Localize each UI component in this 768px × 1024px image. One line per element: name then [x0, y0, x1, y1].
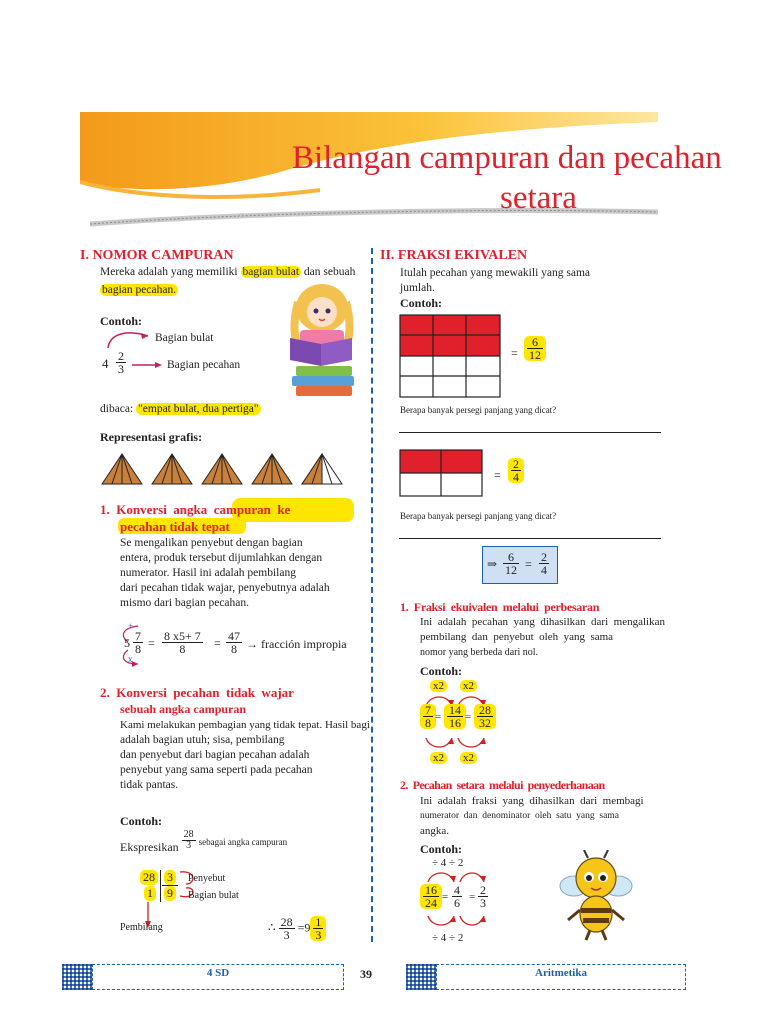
grid1-equals: = [511, 346, 518, 360]
footer-right-pattern [406, 964, 436, 990]
box-frac-2 [539, 551, 549, 576]
g1-num: 6 [527, 336, 543, 349]
eq1-equals-2: = [214, 636, 221, 650]
intro-highlight-1: bagian bulat [242, 266, 300, 278]
simplify-frac-2 [452, 884, 462, 909]
eq1-res-den: 8 [231, 642, 237, 656]
dibaca-label: dibaca: [100, 403, 134, 415]
sub1-line: mismo dari bagian pecahan. [120, 597, 250, 609]
eq1-num: 7 [135, 629, 141, 643]
answer-line-1 [399, 432, 661, 433]
res-whole: 9 [304, 920, 311, 935]
res-num: 28 [280, 915, 293, 929]
eq1-x: x [128, 654, 133, 664]
section2-intro [400, 266, 650, 296]
rsub1-title: 1. Fraksi ekuivalen melalui perbesaran [400, 600, 600, 614]
s2d: 6 [454, 896, 460, 910]
sub2-line: Kami melakukan pembagian yang tidak tepat. Hasil bagi [120, 719, 370, 731]
eq1-plus: + [128, 621, 134, 631]
dibaca-value: "empat bulat, dua pertiga" [138, 403, 259, 415]
answer-line-2 [399, 538, 661, 539]
contoh-label-5: Contoh: [420, 842, 463, 856]
f2d: 16 [449, 716, 461, 730]
intro-line: Itulah pecahan yang mewakili yang sama [400, 267, 590, 279]
rsub1-line: nomor yang berbeda dari nol. [420, 647, 539, 658]
eq1-res-num: 47 [228, 629, 240, 643]
bee-illustration [556, 850, 636, 942]
eq1-mid-frac [162, 630, 203, 655]
box-arrow: ⇒ [487, 557, 498, 571]
res-mixed-frac [310, 916, 326, 941]
girl-reading-illustration [280, 282, 362, 400]
eq1-mid-num: 8 x5+ 7 [164, 629, 201, 643]
footer-right-label: Aritmetika [535, 967, 587, 979]
pyramid-1 [102, 454, 142, 484]
equivalence-box [482, 546, 558, 584]
res-fnum: 1 [315, 915, 322, 929]
pyramid-graphic [100, 452, 360, 486]
rsub1-text [420, 615, 700, 660]
box-n1: 6 [503, 551, 519, 564]
contoh-label-2: Contoh: [120, 814, 163, 828]
result-frac [279, 916, 295, 941]
x2-badge-top-2: x2 [460, 680, 477, 692]
sub1-title-a: 1. Konversi angka campuran ke [100, 502, 291, 517]
simplify-divisors-top: ÷ 4 ÷ 2 [432, 857, 464, 869]
s3n: 2 [480, 883, 486, 897]
eks-num: 28 [183, 829, 194, 840]
intro-text-a: Mereka adalah yang memiliki [100, 266, 238, 278]
footer-page-number: 39 [360, 967, 372, 981]
eq1-equals-1: = [148, 636, 155, 650]
box-equals: = [525, 557, 532, 571]
grid2-equals: = [494, 468, 501, 482]
grid-1 [399, 314, 501, 398]
eks-den: 3 [186, 840, 192, 851]
sub1-line: Se mengalikan penyebut dengan bagian [120, 537, 303, 549]
grid1-frac [524, 336, 546, 361]
rsub2-line: Ini adalah fraksi yang dihasilkan dari membagi [420, 795, 644, 807]
sub1-text [120, 536, 370, 611]
s2n: 4 [454, 883, 460, 897]
eq1-res-frac [226, 630, 242, 655]
sub2-title-a: 2. Konversi pecahan tidak wajar [100, 685, 294, 700]
footer-left-label: 4 SD [206, 967, 230, 979]
sub2-line: dan penyebut dari bagian pecahan adalah [120, 749, 310, 761]
eq1-den: 8 [135, 642, 141, 656]
label-penyebut: Penyebut [188, 873, 226, 884]
res-fden: 3 [315, 928, 322, 942]
division-remainder: 1 [144, 886, 156, 901]
grid-2 [399, 449, 483, 497]
sub2-text [120, 718, 390, 793]
ekspresikan-line [120, 829, 288, 855]
section1-title: I. NOMOR CAMPURAN [80, 248, 234, 263]
s1n: 16 [425, 883, 437, 897]
enlarge-frac-1 [420, 704, 436, 729]
question-1: Berapa banyak persegi panjang yang dicat? [400, 405, 557, 415]
page-title-line2: setara [500, 180, 577, 216]
grid2-frac [508, 458, 524, 483]
sub1-line: dari pecahan tidak wajar, penyebutnya adalah [120, 582, 330, 594]
f3d: 32 [479, 716, 491, 730]
division-dividend: 28 [140, 870, 158, 885]
enlarge-frac-2 [444, 704, 466, 729]
rsub1-line: Ini adalah pecahan yang dihasilkan dari mengalikan [420, 616, 665, 628]
mixed-frac-num: 2 [118, 349, 124, 363]
enlarge-eq-1: = [435, 711, 442, 723]
representasi-title: Representasi grafis: [100, 430, 203, 444]
enlarge-eq-2: = [465, 711, 472, 723]
f1d: 8 [425, 716, 431, 730]
label-bagian-bulat: Bagian bulat [155, 332, 214, 344]
eq1-frac [133, 630, 143, 655]
intro-line: jumlah. [400, 282, 435, 294]
eq1-mid-den: 8 [179, 642, 186, 656]
g2-den: 4 [513, 470, 519, 484]
rsub2-line: angka. [420, 825, 450, 837]
x2-badge-top-1: x2 [430, 680, 447, 692]
label-bagian-pecahan: Bagian pecahan [167, 359, 241, 371]
sub2-line: adalah bagian utuh; sisa, pembilang [120, 734, 285, 746]
s3d: 3 [480, 896, 486, 910]
contoh-label-4: Contoh: [420, 664, 463, 678]
sub2-title-b: sebuah angka campuran [120, 702, 247, 716]
g1-den: 12 [529, 348, 541, 362]
box-d2: 4 [541, 563, 547, 577]
sub2-line: tidak pantas. [120, 779, 179, 791]
f3n: 28 [479, 703, 491, 717]
res-den: 3 [283, 928, 290, 942]
sub1-title-b: pecahan tidak tepat [120, 519, 230, 534]
sub1-line: entera, produk tersebut dijumlahkan dengan [120, 552, 323, 564]
mixed-whole: 4 [102, 356, 109, 371]
division-quotient: 9 [164, 886, 176, 901]
section2-title: II. FRAKSI EKIVALEN [380, 248, 528, 263]
simplify-frac-1 [420, 884, 442, 909]
rsub1-line: pembilang dan penyebut oleh yang sama [420, 631, 614, 643]
intro-highlight-2: bagian pecahan. [102, 284, 177, 296]
rsub2-title: 2. Pecahan setara melalui penyederhanaan [400, 778, 605, 792]
mixed-frac-den: 3 [118, 362, 124, 376]
ekspresikan-word: Ekspresikan [120, 840, 179, 855]
label-bagian-bulat-2: Bagian bulat [188, 890, 239, 901]
dibaca-line [100, 402, 261, 417]
simplify-eq-2: = [469, 891, 476, 903]
page-title-line1: Bilangan campuran dan pecahan [292, 140, 722, 176]
question-2: Berapa banyak persegi panjang yang dicat? [400, 511, 557, 521]
g2-num: 2 [513, 457, 519, 471]
therefore-symbol: ∴ [268, 920, 276, 935]
box-frac-1 [503, 551, 519, 576]
ekspresikan-frac [182, 830, 196, 851]
x2-badge-bot-2: x2 [460, 752, 477, 764]
f1n: 7 [425, 703, 431, 717]
column-divider [371, 248, 373, 942]
eq1-whole: 5 [124, 636, 130, 650]
mixed-fraction [116, 350, 126, 375]
result-line [268, 916, 326, 941]
rsub2-line: numerator dan denominator oleh satu yang sama [420, 811, 619, 821]
f2n: 14 [449, 703, 461, 717]
rsub2-text [420, 794, 700, 839]
label-pembilang: Pembilang [120, 922, 163, 933]
result-equals: = [297, 920, 305, 935]
enlarge-frac-3 [474, 704, 496, 729]
sub2-line: penyebut yang sama seperti pada pecahan [120, 764, 313, 776]
contoh-label-1: Contoh: [100, 314, 143, 328]
box-n2: 2 [541, 550, 547, 564]
footer-left-pattern [62, 964, 92, 990]
eq1-tail: → fracción impropia [246, 637, 347, 651]
box-d1: 12 [505, 563, 517, 577]
contoh-label-3: Contoh: [400, 296, 443, 310]
x2-badge-bot-1: x2 [430, 752, 447, 764]
division-divisor: 3 [164, 870, 176, 885]
sub1-line: numerator. Hasil ini adalah pembilang [120, 567, 296, 579]
simplify-frac-3 [478, 884, 488, 909]
s1d: 24 [425, 896, 437, 910]
intro-text-b: dan sebuah [303, 266, 356, 278]
simplify-eq-1: = [442, 891, 449, 903]
simplify-divisors-bot: ÷ 4 ÷ 2 [432, 932, 464, 944]
ekspresikan-tail: sebagai angka campuran [198, 837, 288, 848]
